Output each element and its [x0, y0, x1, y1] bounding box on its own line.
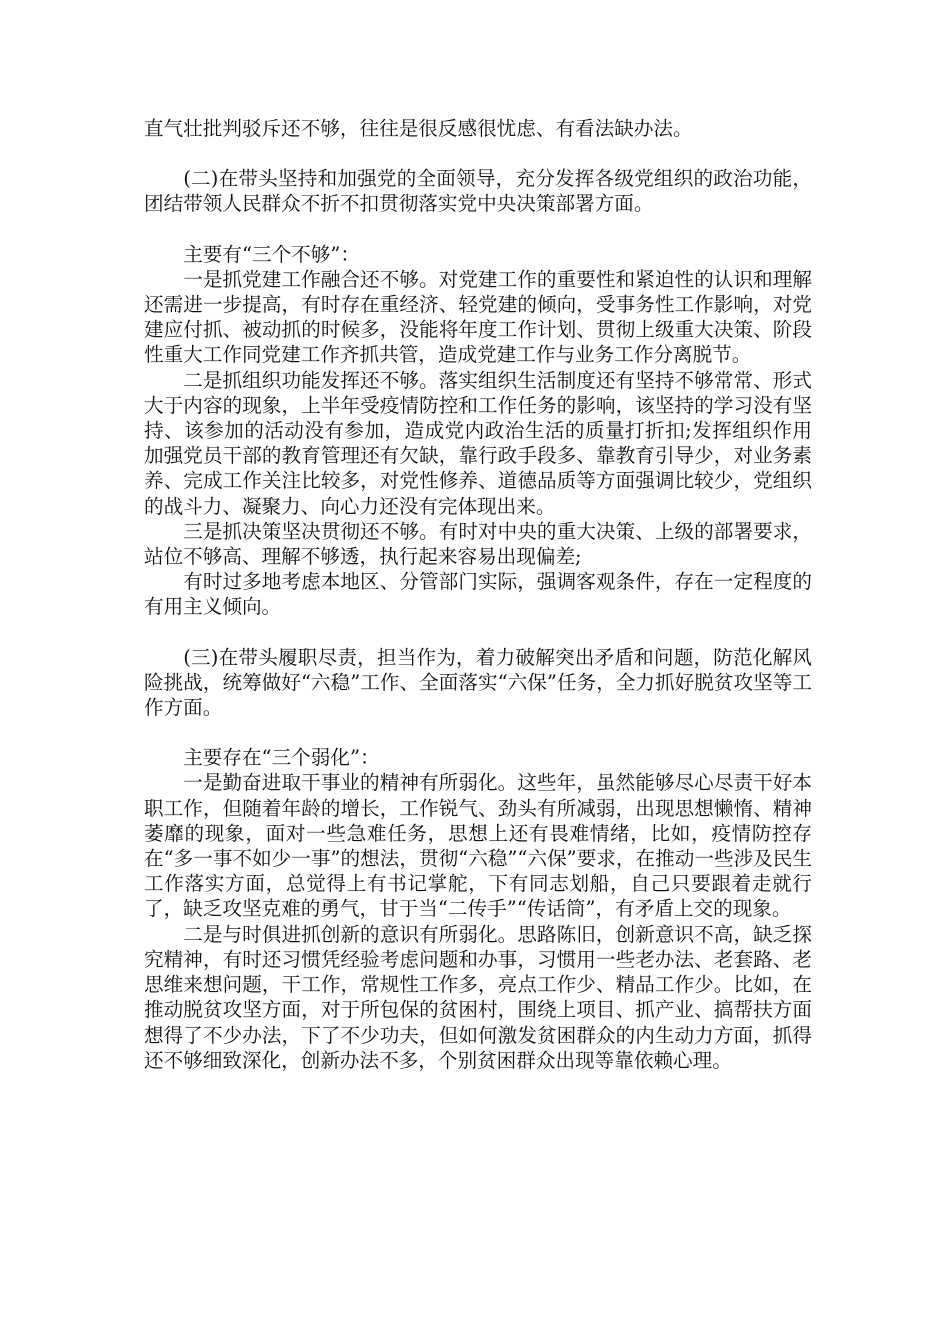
paragraph-gap — [144, 620, 812, 645]
section-heading-2: (二)在带头坚持和加强党的全面领导，充分发挥各级党组织的政治功能，团结带领人民群众不折不扣贯彻落实党中央决策部署方面。 — [144, 167, 812, 216]
section-heading-3: (三)在带头履职尽责，担当作为，着力破解突出矛盾和问题，防范化解风险挑战，统筹做好“六稳”工作、全面落实“六保”任务，全力抓好脱贫攻坚等工作方面。 — [144, 645, 812, 720]
document-body — [144, 116, 812, 1073]
paragraph-item-2: 二是抓组织功能发挥还不够。落实组织生活制度还有坚持不够常常、形式大于内容的现象，上半年受疫情防控和工作任务的影响，该坚持的学习没有坚持、该参加的活动没有参加，造成党内政治生活的质量打折扣;发挥组织作用加强党员干部的教育管理还有欠缺，靠行政手段多、靠教育引导少，对业务素养、完成工作关注比较多，对党性修养、道德品质等方面强调比较少，党组织的战斗力、凝聚力、向心力还没有完体现出来。 — [144, 368, 812, 518]
paragraph-gap — [144, 141, 812, 166]
paragraph-item-1-weak: 一是勤奋进取干事业的精神有所弱化。这些年，虽然能够尽心尽责干好本职工作，但随着年龄的增长，工作锐气、劲头有所减弱，出现思想懒惰、精神萎靡的现象，面对一些急难任务，思想上还有畏难情绪，比如，疫情防控存在“多一事不如少一事”的想法，贯彻“六稳”“六保”要求，在推动一些涉及民生工作落实方面，总觉得上有书记掌舵，下有同志划船，自己只要跟着走就行了，缺乏攻坚克难的勇气，甘于当“二传手”“传话筒”，有矛盾上交的现象。 — [144, 771, 812, 921]
paragraph-continuation: 直气壮批判驳斥还不够，往往是很反感很忧虑、有看法缺办法。 — [144, 117, 693, 140]
paragraph-gap — [144, 720, 812, 745]
paragraph-gap — [144, 217, 812, 242]
summary-line-3: 主要存在“三个弱化”： — [183, 746, 380, 770]
paragraph-item-3-cont: 有时过多地考虑本地区、分管部门实际，强调客观条件，存在一定程度的有用主义倾向。 — [144, 570, 812, 619]
paragraph-item-2-weak: 二是与时俱进抓创新的意识有所弱化。思路陈旧，创新意识不高，缺乏探究精神，有时还习惯凭经验考虑问题和办事，习惯用一些老办法、老套路、老思维来想问题，干工作，常规性工作多，亮点工作少、精品工作少。比如，在推动脱贫攻坚方面，对于所包保的贫困村，围绕上项目、抓产业、搞帮扶方面想得了不少办法，下了不少功夫，但如何激发贫困群众的内生动力方面，抓得还不够细致深化，创新办法不多，个别贫困群众出现等靠依赖心理。 — [144, 922, 812, 1072]
paragraph-item-1: 一是抓党建工作融合还不够。对党建工作的重要性和紧迫性的认识和理解还需进一步提高，有时存在重经济、轻党建的倾向，受事务性工作影响，对党建应付抓、被动抓的时候多，没能将年度工作计划、贯彻上级重大决策、阶段性重大工作同党建工作齐抓共管，造成党建工作与业务工作分离脱节。 — [144, 267, 812, 367]
summary-line-2: 主要有“三个不够”： — [183, 242, 360, 266]
paragraph-item-3: 三是抓决策坚决贯彻还不够。有时对中央的重大决策、上级的部署要求，站位不够高、理解不够透，执行起来容易出现偏差; — [144, 519, 812, 569]
